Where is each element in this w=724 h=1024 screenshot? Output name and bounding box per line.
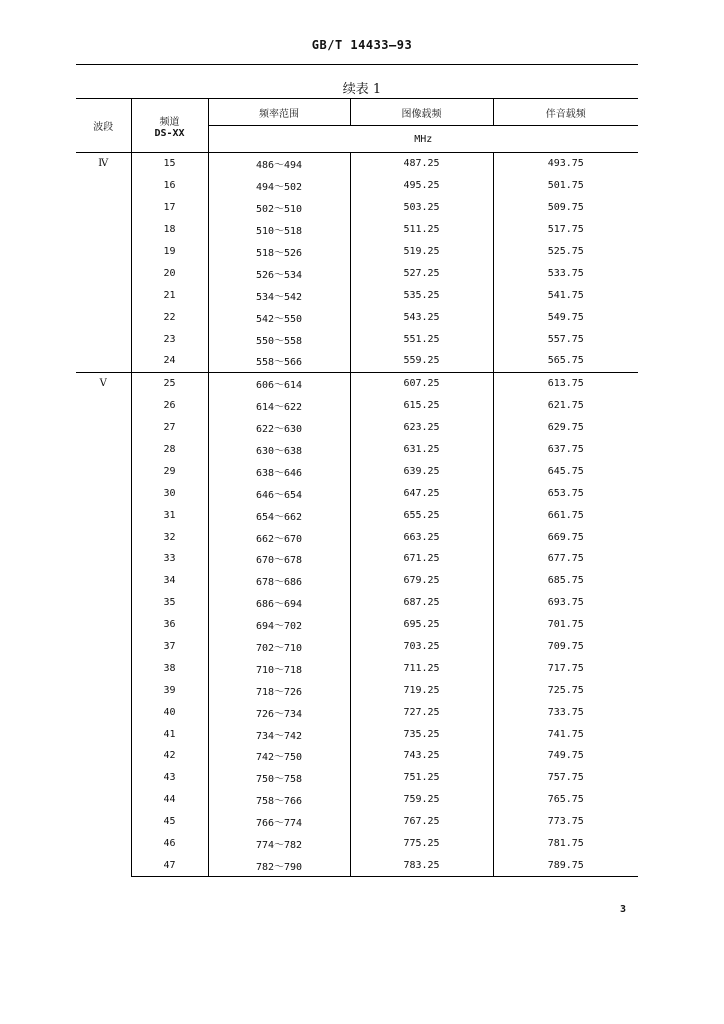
table-row: [76, 328, 638, 350]
audio-carrier-cell: 621.75: [547, 400, 584, 412]
audio-carrier-cell: 653.75: [547, 487, 584, 499]
table-row: [76, 241, 638, 263]
freq-range-cell: 670～678: [208, 548, 350, 570]
table-title: 续表 1: [342, 82, 382, 97]
audio-carrier-cell: 773.75: [547, 816, 584, 828]
freq-range-cell: 646～654: [208, 482, 350, 504]
video-carrier-cell: 695.25: [350, 614, 493, 636]
video-carrier-cell: 719.25: [350, 679, 493, 701]
channel-cell: 32: [131, 526, 208, 548]
video-carrier-cell: 743.25: [350, 745, 493, 767]
audio-carrier-cell: 701.75: [547, 619, 584, 631]
audio-carrier-cell: 501.75: [547, 180, 584, 192]
channel-cell: 23: [131, 328, 208, 350]
audio-carrier-cell: 493.75: [493, 153, 638, 175]
video-carrier-cell: 551.25: [350, 328, 493, 350]
freq-range-header: 频率范围: [208, 99, 350, 126]
channel-cell: 33: [131, 548, 208, 570]
channel-cell: 37: [131, 636, 208, 658]
audio-carrier-cell: 685.75: [547, 575, 584, 587]
video-carrier-cell: 519.25: [350, 241, 493, 263]
channel-cell: 20: [131, 262, 208, 284]
audio-carrier-cell: 717.75: [547, 662, 584, 674]
channel-cell: 39: [131, 679, 208, 701]
audio-carrier-cell: 693.75: [547, 597, 584, 609]
video-carrier-cell: 759.25: [350, 789, 493, 811]
table-row: [76, 482, 638, 504]
audio-carrier-cell: 509.75: [547, 202, 584, 214]
freq-range-cell: 782～790: [208, 855, 350, 877]
freq-range-cell: 654～662: [208, 504, 350, 526]
table-row: [76, 701, 638, 723]
video-carrier-cell: 615.25: [350, 395, 493, 417]
table-row: [76, 657, 638, 679]
freq-range-cell: 726～734: [208, 701, 350, 723]
freq-range-cell: 534～542: [208, 284, 350, 306]
freq-range-cell: 774～782: [208, 833, 350, 855]
audio-carrier-cell: 541.75: [547, 289, 584, 301]
table-row: [76, 153, 638, 175]
video-carrier-cell: 487.25: [350, 153, 493, 175]
channel-cell: 29: [131, 460, 208, 482]
table-row: [76, 417, 638, 439]
freq-range-cell: 750～758: [208, 767, 350, 789]
video-carrier-cell: 527.25: [350, 262, 493, 284]
standard-number: GB/T 14433—93: [311, 38, 413, 52]
page-number: 3: [620, 904, 627, 915]
channel-cell: 36: [131, 614, 208, 636]
table-row: [76, 197, 638, 219]
channel-cell: 43: [131, 767, 208, 789]
table-row: [76, 372, 638, 394]
table-row: [76, 175, 638, 197]
table-row: [76, 636, 638, 658]
audio-carrier-cell: 757.75: [547, 772, 584, 784]
audio-carrier-cell: 709.75: [547, 641, 584, 653]
video-carrier-cell: 679.25: [350, 570, 493, 592]
freq-range-cell: 638～646: [208, 460, 350, 482]
audio-carrier-cell: 781.75: [547, 838, 584, 850]
audio-carrier-cell: 725.75: [547, 684, 584, 696]
channel-cell: 17: [131, 197, 208, 219]
audio-carrier-cell: 557.75: [547, 333, 584, 345]
channel-cell: 18: [131, 219, 208, 241]
video-carrier-cell: 751.25: [350, 767, 493, 789]
freq-range-cell: 742～750: [208, 745, 350, 767]
freq-range-cell: 678～686: [208, 570, 350, 592]
table-row: [76, 460, 638, 482]
freq-range-cell: 766～774: [208, 811, 350, 833]
table-row: [76, 767, 638, 789]
video-carrier-cell: 687.25: [350, 592, 493, 614]
video-carrier-cell: 535.25: [350, 284, 493, 306]
channel-cell: 40: [131, 701, 208, 723]
table-row: [76, 350, 638, 372]
band-header: 波段: [76, 99, 131, 153]
channel-cell: 21: [131, 284, 208, 306]
video-carrier-cell: 607.25: [350, 372, 493, 394]
video-carrier-header: 图像载频: [350, 99, 493, 126]
channel-cell: 31: [131, 504, 208, 526]
freq-range-cell: 526～534: [208, 262, 350, 284]
audio-carrier-cell: 533.75: [547, 267, 584, 279]
table-body: [76, 153, 638, 877]
audio-carrier-cell: 549.75: [547, 311, 584, 323]
video-carrier-cell: 495.25: [350, 175, 493, 197]
freq-range-cell: 662～670: [208, 526, 350, 548]
audio-carrier-cell: 661.75: [547, 509, 584, 521]
video-carrier-cell: 511.25: [350, 219, 493, 241]
video-carrier-cell: 647.25: [350, 482, 493, 504]
video-carrier-cell: 735.25: [350, 723, 493, 745]
video-carrier-cell: 727.25: [350, 701, 493, 723]
channel-cell: 38: [131, 657, 208, 679]
channel-frequency-table: [76, 98, 638, 877]
freq-range-cell: 734～742: [208, 723, 350, 745]
channel-cell: 47: [131, 855, 208, 877]
video-carrier-cell: 775.25: [350, 833, 493, 855]
unit-header: MHz: [208, 126, 638, 153]
table-row: [76, 592, 638, 614]
table-row: [76, 548, 638, 570]
table-row: [76, 745, 638, 767]
audio-carrier-cell: 525.75: [547, 246, 584, 257]
freq-range-cell: 694～702: [208, 614, 350, 636]
table-row: [76, 614, 638, 636]
freq-range-cell: 558～566: [208, 350, 350, 372]
video-carrier-cell: 623.25: [350, 417, 493, 439]
video-carrier-cell: 543.25: [350, 306, 493, 328]
band-cell: Ⅳ: [76, 153, 131, 373]
channel-cell: 16: [131, 175, 208, 197]
channel-cell: 35: [131, 592, 208, 614]
audio-carrier-cell: 677.75: [547, 553, 584, 565]
video-carrier-cell: 631.25: [350, 439, 493, 461]
audio-carrier-cell: 669.75: [547, 531, 584, 543]
table-row: [76, 811, 638, 833]
video-carrier-cell: 655.25: [350, 504, 493, 526]
freq-range-cell: 494～502: [208, 175, 350, 197]
freq-range-cell: 702～710: [208, 636, 350, 658]
video-carrier-cell: 783.25: [350, 855, 493, 877]
table-row: [76, 833, 638, 855]
channel-cell: 24: [131, 350, 208, 372]
audio-carrier-cell: 733.75: [547, 706, 584, 718]
freq-range-cell: 518～526: [208, 241, 350, 263]
freq-range-cell: 502～510: [208, 197, 350, 219]
table-row: [76, 262, 638, 284]
channel-cell: 25: [131, 372, 208, 394]
channel-cell: 46: [131, 833, 208, 855]
table-row: [76, 395, 638, 417]
table-row: [76, 219, 638, 241]
freq-range-cell: 486～494: [208, 153, 350, 175]
channel-header-code: DS-XX: [154, 127, 185, 139]
table-row: [76, 570, 638, 592]
freq-range-cell: 758～766: [208, 789, 350, 811]
video-carrier-cell: 671.25: [350, 548, 493, 570]
video-carrier-cell: 663.25: [350, 526, 493, 548]
freq-range-cell: 510～518: [208, 219, 350, 241]
audio-carrier-header: 伴音载频: [493, 99, 638, 126]
table-row: [76, 855, 638, 877]
audio-carrier-cell: 765.75: [547, 794, 584, 806]
channel-header-label: 频道: [159, 116, 180, 128]
video-carrier-cell: 559.25: [350, 350, 493, 372]
freq-range-cell: 614～622: [208, 395, 350, 417]
table-row: [76, 526, 638, 548]
table-row: [76, 284, 638, 306]
video-carrier-cell: 703.25: [350, 636, 493, 658]
audio-carrier-cell: 613.75: [493, 372, 638, 394]
channel-cell: 22: [131, 306, 208, 328]
audio-carrier-cell: 565.75: [547, 355, 584, 367]
freq-range-cell: 718～726: [208, 679, 350, 701]
video-carrier-cell: 639.25: [350, 460, 493, 482]
channel-cell: 42: [131, 745, 208, 767]
header-rule: [76, 64, 638, 65]
audio-carrier-cell: 741.75: [547, 728, 584, 740]
video-carrier-cell: 767.25: [350, 811, 493, 833]
table-row: [76, 306, 638, 328]
video-carrier-cell: 503.25: [350, 197, 493, 219]
audio-carrier-cell: 789.75: [493, 855, 638, 877]
channel-cell: 41: [131, 723, 208, 745]
channel-cell: 44: [131, 789, 208, 811]
channel-header: [131, 99, 208, 153]
channel-cell: 26: [131, 395, 208, 417]
channel-cell: 19: [131, 241, 208, 263]
freq-range-cell: 686～694: [208, 592, 350, 614]
channel-cell: 27: [131, 417, 208, 439]
table-row: [76, 439, 638, 461]
table-row: [76, 723, 638, 745]
freq-range-cell: 622～630: [208, 417, 350, 439]
freq-range-cell: 710～718: [208, 657, 350, 679]
table-row: [76, 679, 638, 701]
audio-carrier-cell: 645.75: [547, 465, 584, 477]
channel-cell: 34: [131, 570, 208, 592]
freq-range-cell: 606～614: [208, 372, 350, 394]
video-carrier-cell: 711.25: [350, 657, 493, 679]
channel-cell: 30: [131, 482, 208, 504]
channel-cell: 28: [131, 439, 208, 461]
freq-range-cell: 630～638: [208, 439, 350, 461]
audio-carrier-cell: 637.75: [547, 444, 584, 456]
audio-carrier-cell: 749.75: [547, 750, 584, 762]
audio-carrier-cell: 517.75: [547, 224, 584, 236]
table-row: [76, 789, 638, 811]
table-header: [76, 99, 638, 153]
band-cell: Ⅴ: [76, 372, 131, 876]
freq-range-cell: 550～558: [208, 328, 350, 350]
freq-range-cell: 542～550: [208, 306, 350, 328]
channel-cell: 15: [131, 153, 208, 175]
audio-carrier-cell: 629.75: [547, 422, 584, 434]
table-row: [76, 504, 638, 526]
channel-cell: 45: [131, 811, 208, 833]
